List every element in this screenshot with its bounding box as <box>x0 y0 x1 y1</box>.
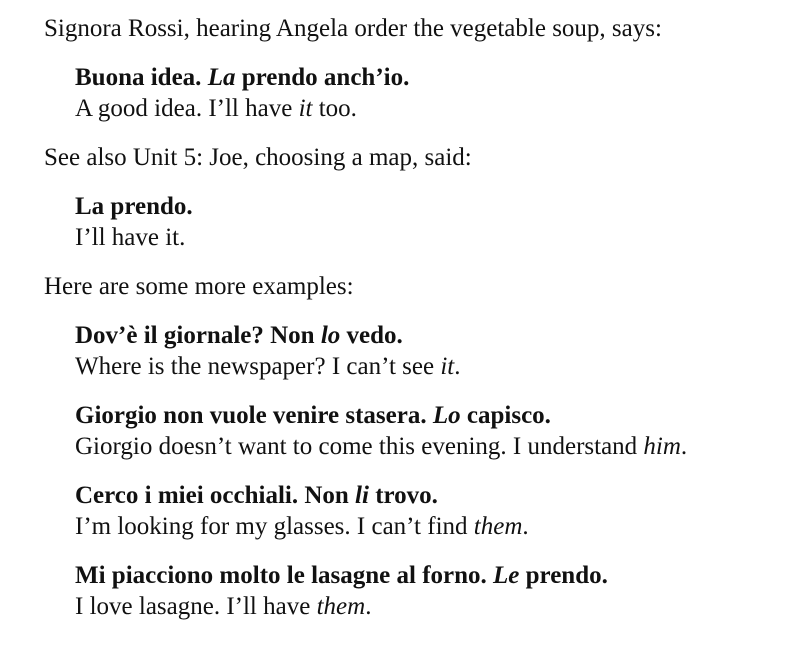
english-pronoun: it <box>440 353 455 380</box>
english-pronoun: them <box>473 513 523 540</box>
english-translation <box>75 591 765 622</box>
example-3 <box>75 320 765 382</box>
italian-pronoun: Le <box>493 562 520 589</box>
italian-text: Dov’è il giornale? Non <box>75 322 321 349</box>
english-text: I love lasagne. I’ll have <box>75 593 317 620</box>
english-text: Giorgio doesn’t want to come this evening. I understand <box>75 433 644 460</box>
intro-paragraph-3: Here are some more examples: <box>44 273 354 300</box>
italian-pronoun: Lo <box>432 402 461 429</box>
english-translation <box>75 431 735 462</box>
italian-sentence <box>75 62 765 93</box>
intro-paragraph-1: Signora Rossi, hearing Angela order the vegetable soup, says: <box>44 15 662 42</box>
english-text: . <box>365 593 372 620</box>
italian-sentence <box>75 320 765 351</box>
example-2 <box>75 191 765 253</box>
intro-paragraph-2: See also Unit 5: Joe, choosing a map, said: <box>44 144 472 171</box>
english-translation <box>75 351 765 382</box>
italian-text: Buona idea. <box>75 64 208 91</box>
italian-text: vedo. <box>340 322 403 349</box>
example-6 <box>75 560 765 622</box>
italian-text: Cerco i miei occhiali. Non <box>75 482 356 509</box>
english-text: too. <box>312 95 357 122</box>
italian-text: prendo. <box>519 562 608 589</box>
english-text: I’m looking for my glasses. I can’t find <box>75 513 474 540</box>
italian-pronoun: lo <box>320 322 341 349</box>
italian-sentence <box>75 560 765 591</box>
italian-sentence <box>75 400 765 431</box>
english-translation: I’ll have it. <box>75 224 186 251</box>
italian-text: prendo anch’io. <box>235 64 410 91</box>
english-text: A good idea. I’ll have <box>75 95 299 122</box>
example-5 <box>75 480 765 542</box>
example-4 <box>75 400 765 462</box>
italian-pronoun: La <box>207 64 236 91</box>
english-pronoun: him <box>643 433 681 460</box>
english-text: Where is the newspaper? I can’t see <box>75 353 441 380</box>
english-text: . <box>522 513 529 540</box>
english-pronoun: them <box>316 593 366 620</box>
italian-pronoun: li <box>355 482 369 509</box>
example-1 <box>75 62 765 124</box>
italian-sentence <box>75 480 765 511</box>
english-pronoun: it <box>298 95 313 122</box>
english-translation <box>75 93 765 124</box>
english-text: . <box>454 353 461 380</box>
english-text: . <box>680 433 688 460</box>
italian-text: Giorgio non vuole venire stasera. <box>75 402 433 429</box>
italian-sentence: La prendo. <box>75 193 193 220</box>
italian-text: capisco. <box>460 402 551 429</box>
italian-text: trovo. <box>368 482 438 509</box>
english-translation <box>75 511 765 542</box>
italian-text: Mi piacciono molto le lasagne al forno. <box>75 562 494 589</box>
